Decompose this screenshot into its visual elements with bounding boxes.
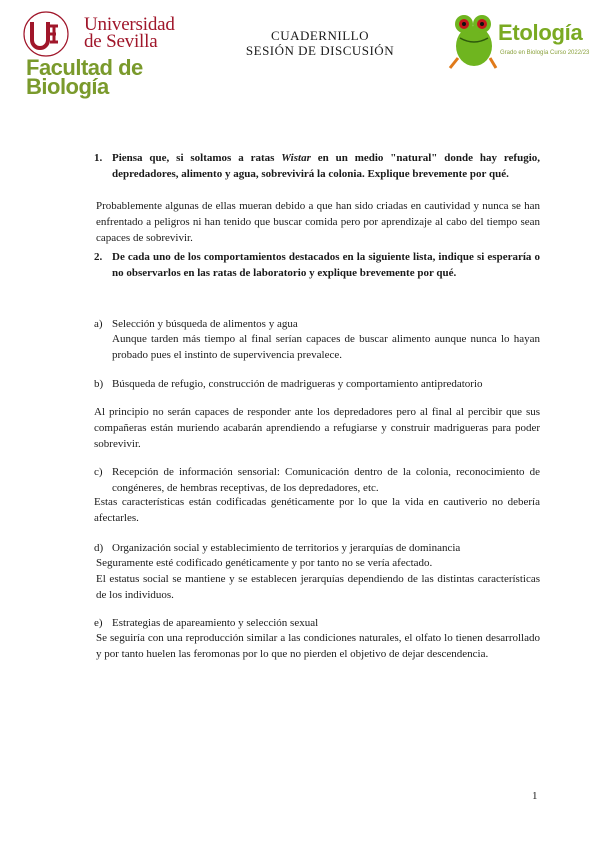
- item-e-title: e) Estrategias de apareamiento y selección sexual: [94, 617, 319, 629]
- item-c-label: c): [94, 466, 103, 478]
- university-seal-icon: [22, 10, 78, 58]
- question-2-number: 2.: [94, 251, 103, 263]
- item-b-answer: Al principio no serán capaces de responder ante los depredadores pero al final al percibir que sus compañeras están muriendo acabarán aprendiendo a refugiarse y construir madrigueras para poder sobrevivir.: [94, 406, 540, 450]
- item-a-title: a) Selección y búsqueda de alimentos y agua: [94, 318, 298, 330]
- course-subtitle: Grado en Biología Curso 2022/23: [500, 50, 590, 56]
- item-b-title: b) Búsqueda de refugio, construcción de madrigueras y comportamiento antipredatorio: [94, 378, 483, 390]
- item-b-label: b): [94, 378, 104, 390]
- answer-1: Probablemente algunas de ellas mueran debido a que han sido criadas en cautividad y nunca se han enfrentado a peligros ni han tenido que buscar comida pero por aprendizaje al cabo del tiempo sean capaces de sobrevivir.: [96, 200, 540, 244]
- item-d-answer-1: Seguramente esté codificado genéticamente y por tanto no se vería afectado.: [96, 557, 433, 569]
- question-1: 1. Piensa que, si soltamos a ratas Wistar en un medio "natural" donde hay refugio, depredadores, alimento y agua, sobrevivirá la colonia. Explique brevemente por qué.: [94, 152, 540, 180]
- item-e-answer: Se seguiría con una reproducción similar a las condiciones naturales, el olfato lo tienen desarrollado y por tanto huelen las feromonas por lo que no pierden el objetivo de dejar descendencia.: [96, 632, 540, 660]
- item-d-answer-2: El estatus social se mantiene y se establecen jerarquías dependiendo de las distintas características de los individuos.: [96, 573, 540, 601]
- item-e-label: e): [94, 617, 103, 629]
- item-c-title: c) Recepción de información sensorial: Comunicación dentro de la colonia, reconocimiento de congéneres, de hembras receptivas, de los depredadores, etc.: [94, 466, 540, 494]
- item-d-title: d) Organización social y establecimiento de territorios y jerarquías de dominancia: [94, 542, 461, 554]
- item-a-label: a): [94, 318, 103, 330]
- document-title: CUADERNILLO SESIÓN DE DISCUSIÓN: [245, 28, 395, 58]
- faculty-name: Facultad de Biología: [26, 55, 143, 99]
- item-a-answer: Aunque tarden más tiempo al final serían capaces de buscar alimento aunque nunca lo hayan probado pues el instinto de supervivencia prevalece.: [112, 333, 540, 361]
- university-name: Universidad de Sevilla: [84, 14, 175, 52]
- university-logo: [22, 10, 78, 58]
- question-1-number: 1.: [94, 152, 103, 164]
- item-d-label: d): [94, 542, 104, 554]
- question-2: 2. De cada uno de los comportamientos destacados en la siguiente lista, indique si esperaría o no observarlos en las ratas de laboratorio y explique brevemente por qué.: [94, 251, 540, 279]
- page-number: 1: [532, 790, 538, 802]
- frog-logo-icon: [446, 8, 498, 74]
- item-c-answer: Estas características están codificadas genéticamente por lo que la vida en cautiverio no debería afectarles.: [94, 496, 540, 524]
- course-title: Etología: [498, 20, 583, 45]
